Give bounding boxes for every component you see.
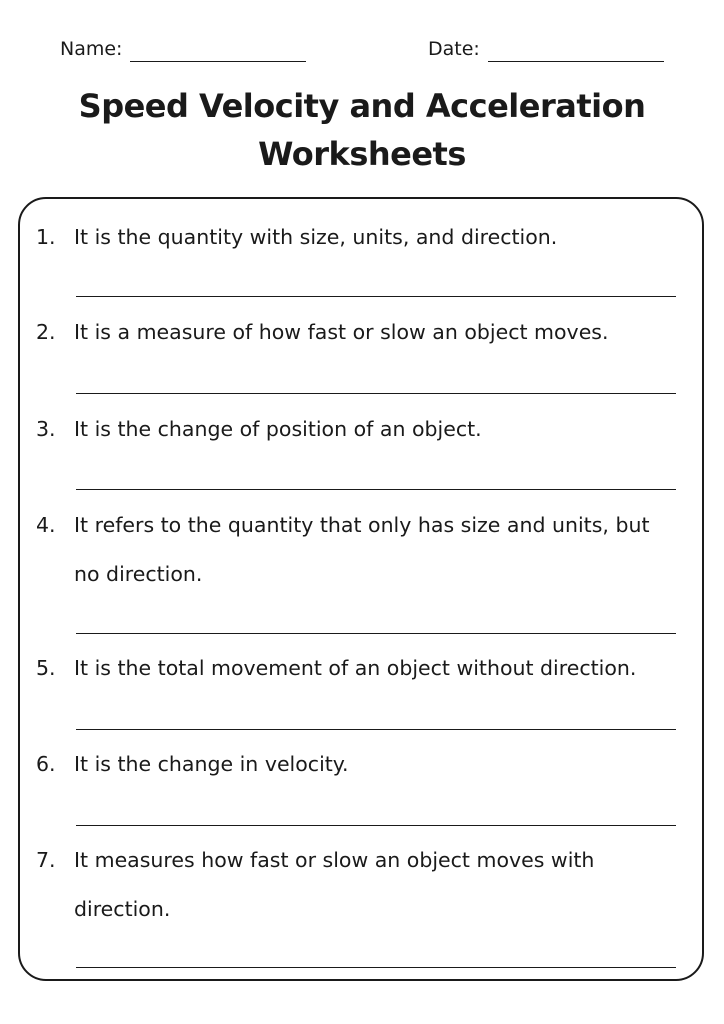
question-number: 3. [36, 417, 56, 441]
question-number: 1. [36, 225, 56, 249]
question-text: It is the change in velocity. [74, 752, 349, 776]
question-text: It measures how fast or slow an object moves with [74, 848, 595, 872]
answer-line-1[interactable] [76, 296, 676, 297]
answer-line-2[interactable] [76, 393, 676, 394]
question-number: 2. [36, 320, 56, 344]
answer-line-3[interactable] [76, 489, 676, 490]
answer-line-4[interactable] [76, 633, 676, 634]
question-text: It refers to the quantity that only has size and units, but [74, 513, 650, 537]
question-text: It is the total movement of an object without direction. [74, 656, 637, 680]
answer-line-7[interactable] [76, 967, 676, 968]
question-text-continued: no direction. [74, 562, 203, 586]
question-text: It is the change of position of an object. [74, 417, 482, 441]
name-field[interactable] [60, 36, 306, 62]
answer-line-6[interactable] [76, 825, 676, 826]
name-blank-line[interactable] [130, 39, 306, 62]
question-text: It is a measure of how fast or slow an object moves. [74, 320, 609, 344]
question-text-continued: direction. [74, 897, 171, 921]
question-number: 5. [36, 656, 56, 680]
worksheet-title-line-2: Worksheets [258, 135, 466, 173]
question-number: 4. [36, 513, 56, 537]
date-field[interactable] [428, 36, 664, 62]
date-blank-line[interactable] [488, 39, 664, 62]
answer-line-5[interactable] [76, 729, 676, 730]
name-label: Name: [60, 38, 123, 60]
worksheet-title-line-1: Speed Velocity and Acceleration [78, 87, 646, 125]
question-number: 6. [36, 752, 56, 776]
date-label: Date: [428, 38, 480, 60]
question-text: It is the quantity with size, units, and direction. [74, 225, 558, 249]
question-number: 7. [36, 848, 56, 872]
